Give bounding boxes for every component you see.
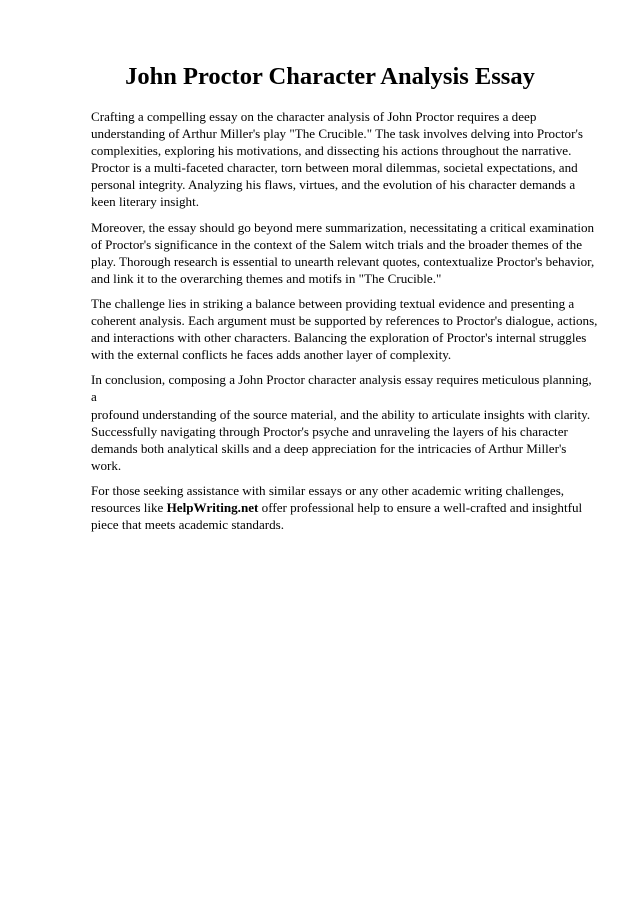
paragraph-3: The challenge lies in striking a balance between providing textual evidence and presenting a coherent analysis. Each argument must be supported by references to Proctor's dialogue, actions, and interactions with other characters. Balancing the exploration of Proctor's internal struggles with the external conflicts he faces adds another layer of complexity. <box>91 295 598 363</box>
page-title: John Proctor Character Analysis Essay <box>125 63 535 90</box>
helpwriting-link[interactable]: HelpWriting.net <box>166 499 259 515</box>
paragraph-4: In conclusion, composing a John Proctor character analysis essay requires meticulous planning, a profound understanding of the source material, and the ability to articulate insights with clarity. Successfully navigating through Proctor's psyche and unraveling the layers of his character demands both analytical skills and a deep appreciation for the intricacies of Arthur Miller's work. <box>91 372 592 473</box>
paragraph-2: Moreover, the essay should go beyond mere summarization, necessitating a critical examination of Proctor's significance in the context of the Salem witch trials and the broader themes of the play. Thorough research is essential to unearth relevant quotes, contextualize Proctor's behavior, and link it to the overarching themes and motifs in "The Crucible." <box>91 219 595 286</box>
closing-text-after: offer professional help to ensure a well-crafted and insightful piece that meets academic standards. <box>91 499 583 533</box>
closing-text-before: For those seeking assistance with similar essays or any other academic writing challenges, resources like <box>91 482 565 515</box>
essay-body <box>91 108 599 541</box>
closing-paragraph <box>91 482 599 533</box>
paragraph-1: Crafting a compelling essay on the character analysis of John Proctor requires a deep understanding of Arthur Miller's play "The Crucible." The task involves delving into Proctor's complexities, exploring his motivations, and dissecting his actions throughout the narrative. Proctor is a multi-faceted character, torn between moral dilemmas, societal expectations, and personal integrity. Analyzing his flaws, virtues, and the evolution of his character demands a keen literary insight. <box>91 109 583 210</box>
